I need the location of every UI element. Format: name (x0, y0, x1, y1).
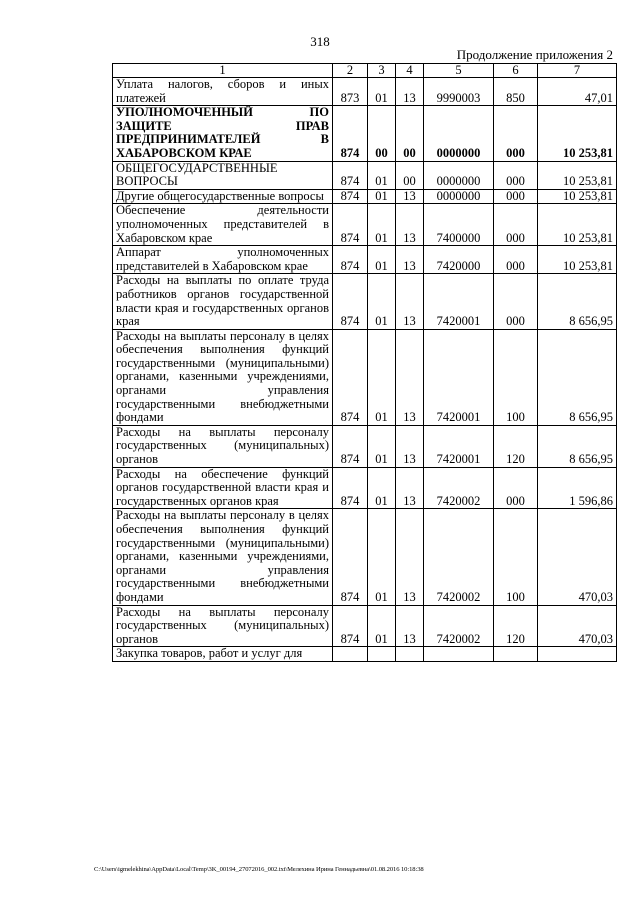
table-row (113, 509, 617, 605)
table-row (113, 647, 617, 662)
row-description: Расходы на выплаты персоналу государственных (муниципальных) органов (113, 605, 333, 647)
cell-target-article (424, 647, 494, 662)
cell-subsection: 13 (396, 425, 424, 467)
cell-subsection: 13 (396, 246, 424, 274)
row-description: ОБЩЕГОСУДАРСТВЕННЫЕ ВОПРОСЫ (113, 161, 333, 189)
cell-section: 01 (368, 467, 396, 509)
table-row (113, 605, 617, 647)
cell-target-article: 7420001 (424, 425, 494, 467)
cell-expense-type: 000 (494, 246, 538, 274)
cell-subsection: 00 (396, 106, 424, 161)
cell-amount: 470,03 (538, 509, 617, 605)
cell-admin-code: 874 (333, 246, 368, 274)
cell-amount: 470,03 (538, 605, 617, 647)
cell-amount: 8 656,95 (538, 274, 617, 329)
cell-target-article: 7420001 (424, 274, 494, 329)
table-header-row (113, 64, 617, 78)
cell-amount: 10 253,81 (538, 189, 617, 204)
cell-admin-code: 874 (333, 274, 368, 329)
cell-expense-type: 100 (494, 509, 538, 605)
cell-expense-type: 000 (494, 161, 538, 189)
table-row (113, 425, 617, 467)
cell-amount (538, 647, 617, 662)
table-row (113, 246, 617, 274)
column-header: 7 (538, 64, 617, 78)
table-row (113, 274, 617, 329)
cell-subsection: 13 (396, 189, 424, 204)
cell-section: 01 (368, 605, 396, 647)
file-path-footer: C:\Users\igmelekhina\AppData\Local\Temp\3K_00194_27072016_002.txt\Мелехина Ирина Геннадьевна\01.08.2016 10:18:38 (94, 866, 424, 873)
cell-target-article: 0000000 (424, 161, 494, 189)
row-description: Аппарат уполномоченных представителей в Хабаровском крае (113, 246, 333, 274)
cell-target-article: 7420002 (424, 509, 494, 605)
row-description: Расходы на выплаты по оплате труда работников органов государственной власти края и государственных органов края (113, 274, 333, 329)
cell-subsection: 13 (396, 605, 424, 647)
row-description: Обеспечение деятельности уполномоченных представителей в Хабаровском крае (113, 204, 333, 246)
cell-target-article: 7420001 (424, 329, 494, 425)
cell-admin-code: 874 (333, 161, 368, 189)
cell-target-article: 0000000 (424, 106, 494, 161)
continuation-note: Продолжение приложения 2 (456, 47, 613, 62)
row-description: Закупка товаров, работ и услуг для (113, 647, 333, 662)
cell-section: 01 (368, 425, 396, 467)
cell-subsection: 13 (396, 509, 424, 605)
cell-section: 00 (368, 106, 396, 161)
row-description: Расходы на обеспечение функций органов государственной власти края и государственных органов края (113, 467, 333, 509)
table-row (113, 189, 617, 204)
cell-subsection: 13 (396, 78, 424, 106)
cell-target-article: 9990003 (424, 78, 494, 106)
cell-amount: 1 596,86 (538, 467, 617, 509)
cell-admin-code: 874 (333, 204, 368, 246)
column-header: 3 (368, 64, 396, 78)
cell-target-article: 0000000 (424, 189, 494, 204)
column-header: 4 (396, 64, 424, 78)
row-description: УПОЛНОМОЧЕННЫЙ ПО ЗАЩИТЕ ПРАВ ПРЕДПРИНИМАТЕЛЕЙ В ХАБАРОВСКОМ КРАЕ (113, 106, 333, 161)
cell-amount: 47,01 (538, 78, 617, 106)
cell-amount: 10 253,81 (538, 204, 617, 246)
cell-subsection: 13 (396, 204, 424, 246)
cell-amount: 8 656,95 (538, 425, 617, 467)
cell-admin-code (333, 647, 368, 662)
cell-section (368, 647, 396, 662)
table-row (113, 78, 617, 106)
page-number: 318 (310, 34, 330, 49)
cell-section: 01 (368, 274, 396, 329)
cell-section: 01 (368, 204, 396, 246)
table-row (113, 467, 617, 509)
cell-section: 01 (368, 329, 396, 425)
cell-subsection: 13 (396, 274, 424, 329)
row-description: Расходы на выплаты персоналу государственных (муниципальных) органов (113, 425, 333, 467)
cell-expense-type: 000 (494, 467, 538, 509)
cell-subsection (396, 647, 424, 662)
cell-amount: 10 253,81 (538, 246, 617, 274)
cell-admin-code: 874 (333, 189, 368, 204)
cell-section: 01 (368, 509, 396, 605)
cell-target-article: 7420000 (424, 246, 494, 274)
table-row (113, 161, 617, 189)
cell-target-article: 7420002 (424, 467, 494, 509)
budget-table (112, 63, 617, 662)
cell-admin-code: 874 (333, 329, 368, 425)
table-row (113, 329, 617, 425)
cell-expense-type: 000 (494, 204, 538, 246)
cell-admin-code: 873 (333, 78, 368, 106)
cell-expense-type: 120 (494, 605, 538, 647)
column-header: 5 (424, 64, 494, 78)
cell-target-article: 7420002 (424, 605, 494, 647)
cell-subsection: 13 (396, 329, 424, 425)
cell-expense-type: 100 (494, 329, 538, 425)
table-row (113, 106, 617, 161)
cell-subsection: 00 (396, 161, 424, 189)
cell-admin-code: 874 (333, 467, 368, 509)
cell-section: 01 (368, 246, 396, 274)
cell-section: 01 (368, 78, 396, 106)
cell-target-article: 7400000 (424, 204, 494, 246)
cell-amount: 8 656,95 (538, 329, 617, 425)
cell-expense-type: 850 (494, 78, 538, 106)
row-description: Другие общегосударственные вопросы (113, 189, 333, 204)
cell-admin-code: 874 (333, 605, 368, 647)
cell-amount: 10 253,81 (538, 106, 617, 161)
cell-admin-code: 874 (333, 425, 368, 467)
column-header: 2 (333, 64, 368, 78)
cell-expense-type: 000 (494, 274, 538, 329)
row-description: Расходы на выплаты персоналу в целях обеспечения выполнения функций государственными (муниципальными) органами, казенными учреждениями, органами управления государственными внебюджетными фондами (113, 329, 333, 425)
cell-expense-type (494, 647, 538, 662)
cell-section: 01 (368, 189, 396, 204)
cell-expense-type: 000 (494, 189, 538, 204)
cell-section: 01 (368, 161, 396, 189)
column-header: 6 (494, 64, 538, 78)
cell-amount: 10 253,81 (538, 161, 617, 189)
table-row (113, 204, 617, 246)
row-description: Уплата налогов, сборов и иных платежей (113, 78, 333, 106)
table-body (113, 78, 617, 662)
cell-admin-code: 874 (333, 509, 368, 605)
cell-expense-type: 120 (494, 425, 538, 467)
cell-subsection: 13 (396, 467, 424, 509)
column-header: 1 (113, 64, 333, 78)
row-description: Расходы на выплаты персоналу в целях обеспечения выполнения функций государственными (муниципальными) органами, казенными учреждениями, органами управления государственными внебюджетными фондами (113, 509, 333, 605)
cell-expense-type: 000 (494, 106, 538, 161)
cell-admin-code: 874 (333, 106, 368, 161)
